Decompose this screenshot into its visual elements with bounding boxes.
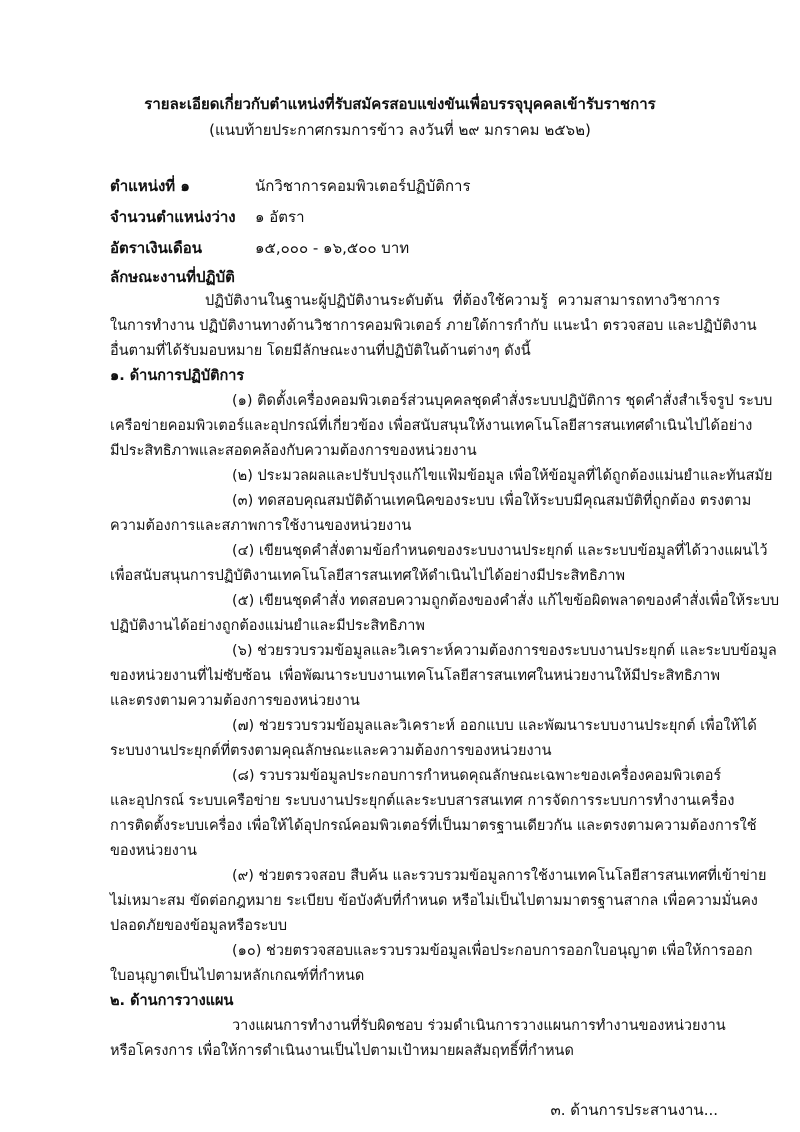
document-title: รายละเอียดเกี่ยวกับตำแหน่งที่รับสมัครสอบแข่งขันเพื่อบรรจุบุคคลเข้ารับราชการ <box>144 95 656 113</box>
section-item <box>110 489 752 539</box>
position-value: นักวิชาการคอมพิวเตอร์ปฏิบัติการ <box>255 177 471 195</box>
text-line: ปฏิบัติงานได้อย่างถูกต้องแม่นยำและมีประสิทธิภาพ <box>110 618 425 634</box>
text-line: (๙) ช่วยตรวจสอบ สืบค้น และรวบรวมข้อมูลการใช้งานเทคโนโลยีสารสนเทศที่เข้าข่าย <box>232 868 767 884</box>
text-line: ของหน่วยงานที่ไม่ซับซ้อน เพื่อพัฒนาระบบงานเทคโนโลยีสารสนเทศในหน่วยงานให้มีประสิทธิภาพ <box>110 668 720 684</box>
text-line: หรือโครงการ เพื่อให้การดำเนินงานเป็นไปตามเป้าหมายผลสัมฤทธิ์ที่กำหนด <box>110 1043 574 1059</box>
text-line: ปฏิบัติงานในฐานะผู้ปฏิบัติงานระดับต้น ที่ต้องใช้ความรู้ ความสามารถทางวิชาการ <box>205 293 720 309</box>
position-label: ตำแหน่งที่ ๑ <box>110 177 190 195</box>
salary-label: อัตราเงินเดือน <box>110 239 203 257</box>
text-line: (๕) เขียนชุดคำสั่ง ทดสอบความถูกต้องของคำสั่ง แก้ไขข้อผิดพลาดของคำสั่งเพื่อให้ระบบ <box>232 593 780 609</box>
salary-value: ๑๕,๐๐๐ - ๑๖,๕๐๐ บาท <box>255 239 410 257</box>
text-line: มีประสิทธิภาพและสอดคล้องกับความต้องการของหน่วยงาน <box>110 443 477 459</box>
text-line: ไม่เหมาะสม ขัดต่อกฎหมาย ระเบียบ ข้อบังคับที่กำหนด หรือไม่เป็นไปตามมาตรฐานสากล เพื่อความมั่นคง <box>110 893 758 909</box>
vacancy-label: จำนวนตำแหน่งว่าง <box>110 208 236 226</box>
text-line: (๑๐) ช่วยตรวจสอบและรวบรวมข้อมูลเพื่อประกอบการออกใบอนุญาต เพื่อให้การออก <box>232 943 753 959</box>
text-line: (๗) ช่วยรวบรวมข้อมูลและวิเคราะห์ ออกแบบ และพัฒนาระบบงานประยุกต์ เพื่อให้ได้ <box>232 718 757 734</box>
section-item <box>110 639 777 714</box>
text-line: ในการทำงาน ปฏิบัติงานทางด้านวิชาการคอมพิวเตอร์ ภายใต้การกำกับ แนะนำ ตรวจสอบ และปฏิบัติงาน <box>110 318 757 334</box>
section-item <box>110 389 773 464</box>
vacancy-value: ๑ อัตรา <box>255 208 305 226</box>
text-line: ของหน่วยงาน <box>110 843 197 859</box>
document-body <box>110 289 780 1064</box>
text-line: ใบอนุญาตเป็นไปตามหลักเกณฑ์ที่กำหนด <box>110 968 365 984</box>
text-line: (๓) ทดสอบคุณสมบัติด้านเทคนิคของระบบ เพื่อให้ระบบมีคุณสมบัติที่ถูกต้อง ตรงตาม <box>232 493 752 509</box>
intro-paragraph <box>110 289 757 364</box>
section-item <box>110 939 753 989</box>
text-line: เพื่อสนับสนุนการปฏิบัติงานเทคโนโลยีสารสนเทศให้ดำเนินไปได้อย่างมีประสิทธิภาพ <box>110 568 626 584</box>
section-heading: ๒. ด้านการวางแผน <box>110 993 234 1009</box>
text-line: และอุปกรณ์ ระบบเครือข่าย ระบบงานประยุกต์และระบบสารสนเทศ การจัดการระบบการทำงานเครื่อง <box>110 793 735 809</box>
text-line: (๔) เขียนชุดคำสั่งตามข้อกำหนดของระบบงานประยุกต์ และระบบข้อมูลที่ได้วางแผนไว้ <box>232 543 768 559</box>
section-item <box>110 714 757 764</box>
text-line: และตรงตามความต้องการของหน่วยงาน <box>110 693 360 709</box>
job-description-heading: ลักษณะงานที่ปฏิบัติ <box>110 268 235 286</box>
text-line: (๖) ช่วยรวบรวมข้อมูลและวิเคราะห์ความต้องการของระบบงานประยุกต์ และระบบข้อมูล <box>232 643 777 659</box>
section-item <box>110 1014 726 1064</box>
document-subtitle: (แนบท้ายประกาศกรมการข้าว ลงวันที่ ๒๙ มกราคม ๒๕๖๒) <box>209 121 591 139</box>
text-line: การติดตั้งระบบเครื่อง เพื่อให้ได้อุปกรณ์คอมพิวเตอร์ที่เป็นมาตรฐานเดียวกัน และตรงตามความต้องการใช้ <box>110 818 757 834</box>
text-line: ระบบงานประยุกต์ที่ตรงตามคุณลักษณะและความต้องการของหน่วยงาน <box>110 743 552 759</box>
text-line: (๘) รวบรวมข้อมูลประกอบการกำหนดคุณลักษณะเฉพาะของเครื่องคอมพิวเตอร์ <box>232 768 722 784</box>
text-line: วางแผนการทำงานที่รับผิดชอบ ร่วมดำเนินการวางแผนการทำงานของหน่วยงาน <box>232 1018 726 1034</box>
continuation-note: ๓. ด้านการประสานงาน... <box>550 1101 718 1119</box>
text-line: อื่นตามที่ได้รับมอบหมาย โดยมีลักษณะงานที่ปฏิบัติในด้านต่างๆ ดังนี้ <box>110 343 531 359</box>
section-item <box>110 464 773 489</box>
text-line: (๒) ประมวลผลและปรับปรุงแก้ไขแฟ้มข้อมูล เพื่อให้ข้อมูลที่ได้ถูกต้องแม่นยำและทันสมัย <box>232 468 773 484</box>
section-item <box>110 539 768 589</box>
section-item <box>110 589 780 639</box>
section-item <box>110 864 767 939</box>
section-item <box>110 764 757 864</box>
text-line: ปลอดภัยของข้อมูลหรือระบบ <box>110 918 288 934</box>
text-line: ความต้องการและสภาพการใช้งานของหน่วยงาน <box>110 518 412 534</box>
text-line: (๑) ติดตั้งเครื่องคอมพิวเตอร์ส่วนบุคคลชุดคำสั่งระบบปฏิบัติการ ชุดคำสั่งสำเร็จรูป ระบบ <box>232 393 773 409</box>
text-line: เครือข่ายคอมพิวเตอร์และอุปกรณ์ที่เกี่ยวข้อง เพื่อสนับสนุนให้งานเทคโนโลยีสารสนเทศดำเนินไปได้อย่าง <box>110 418 753 434</box>
section-heading: ๑. ด้านการปฏิบัติการ <box>110 368 245 384</box>
